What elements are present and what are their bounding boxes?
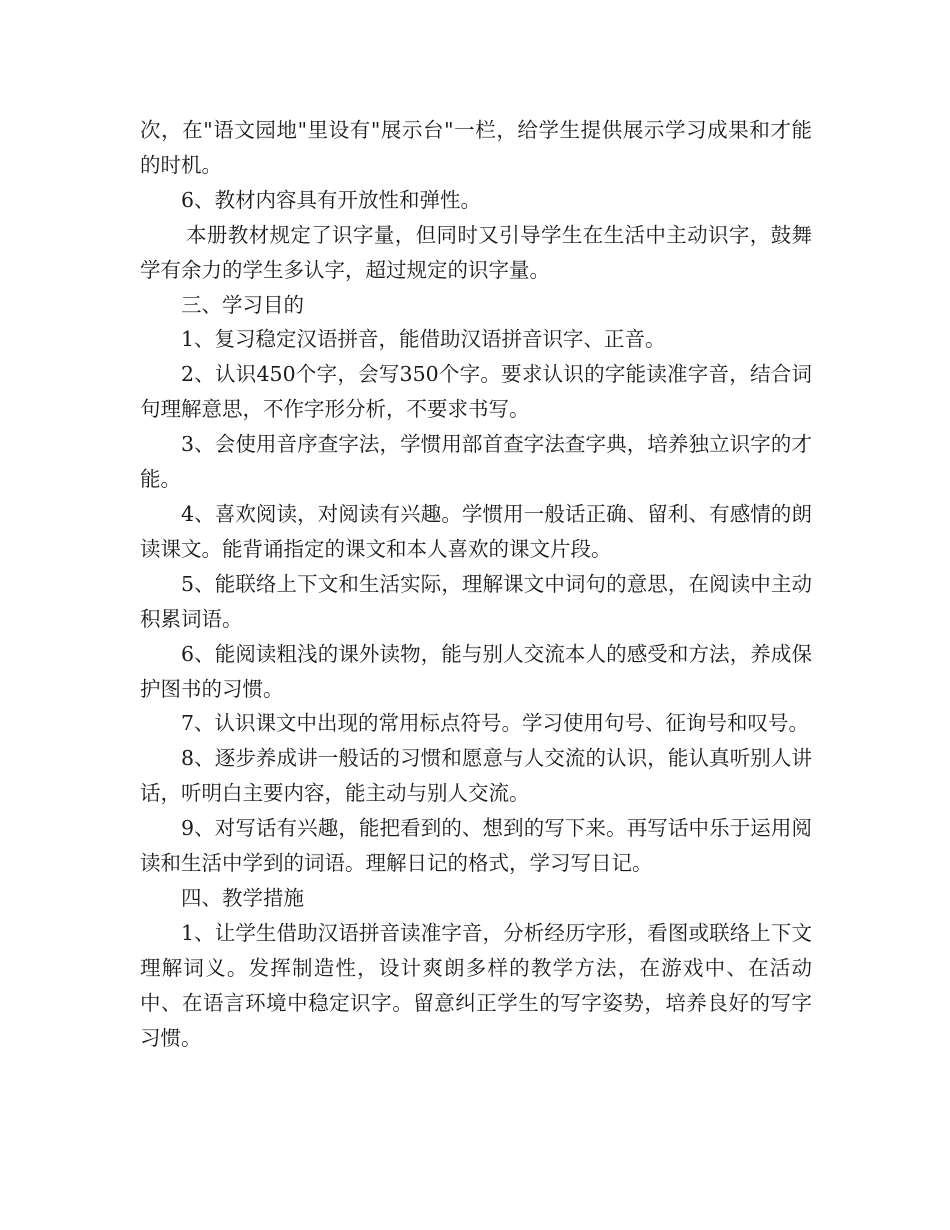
measure-item-1: 1、让学生借助汉语拼音读准字音，分析经历字形，看图或联络上下文理解词义。发挥制造性，设计爽朗多样的教学方法，在游戏中、在活动中、在语言环境中稳定识字。留意纠正学生的写字姿势，培养良好的写字习惯。 (140, 920, 812, 1050)
paragraph-literacy-amount: 本册教材规定了识字量，但同时又引导学生在生活中主动识字，鼓舞学有余力的学生多认字，超过规定的识字量。 (140, 222, 812, 282)
goal-item-2: 2、认识450个字，会写350个字。要求认识的字能读准字音，结合词句理解意思，不作字形分析，不要求书写。 (140, 362, 812, 422)
goal-item-3: 3、会使用音序查字法，学惯用部首查字法查字典，培养独立识字的才能。 (140, 432, 812, 492)
goal-item-1: 1、复习稳定汉语拼音，能借助汉语拼音识字、正音。 (181, 327, 666, 352)
paragraph-item-6-openness: 6、教材内容具有开放性和弹性。 (181, 187, 482, 212)
goal-item-5: 5、能联络上下文和生活实际，理解课文中词句的意思，在阅读中主动积累词语。 (140, 571, 812, 631)
goal-item-9: 9、对写话有兴趣，能把看到的、想到的写下来。再写话中乐于运用阅读和生活中学到的词语。理解日记的格式，学习写日记。 (140, 816, 812, 876)
goal-item-8: 8、逐步养成讲一般话的习惯和愿意与人交流的认识，能认真听别人讲话，听明白主要内容，能主动与别人交流。 (140, 746, 812, 806)
goal-item-4: 4、喜欢阅读，对阅读有兴趣。学惯用一般话正确、留利、有感情的朗读课文。能背诵指定的课文和本人喜欢的课文片段。 (140, 501, 812, 561)
section-heading-teaching-measures: 四、教学措施 (181, 885, 304, 910)
section-heading-learning-goals: 三、学习目的 (181, 292, 304, 317)
document-body (140, 113, 812, 1055)
goal-item-7: 7、认识课文中出现的常用标点符号。学习使用句号、征询号和叹号。 (181, 711, 810, 736)
goal-item-6: 6、能阅读粗浅的课外读物，能与别人交流本人的感受和方法，养成保护图书的习惯。 (140, 641, 812, 701)
paragraph-continuation: 次，在"语文园地"里设有"展示台"一栏，给学生提供展示学习成果和才能的时机。 (140, 118, 812, 177)
